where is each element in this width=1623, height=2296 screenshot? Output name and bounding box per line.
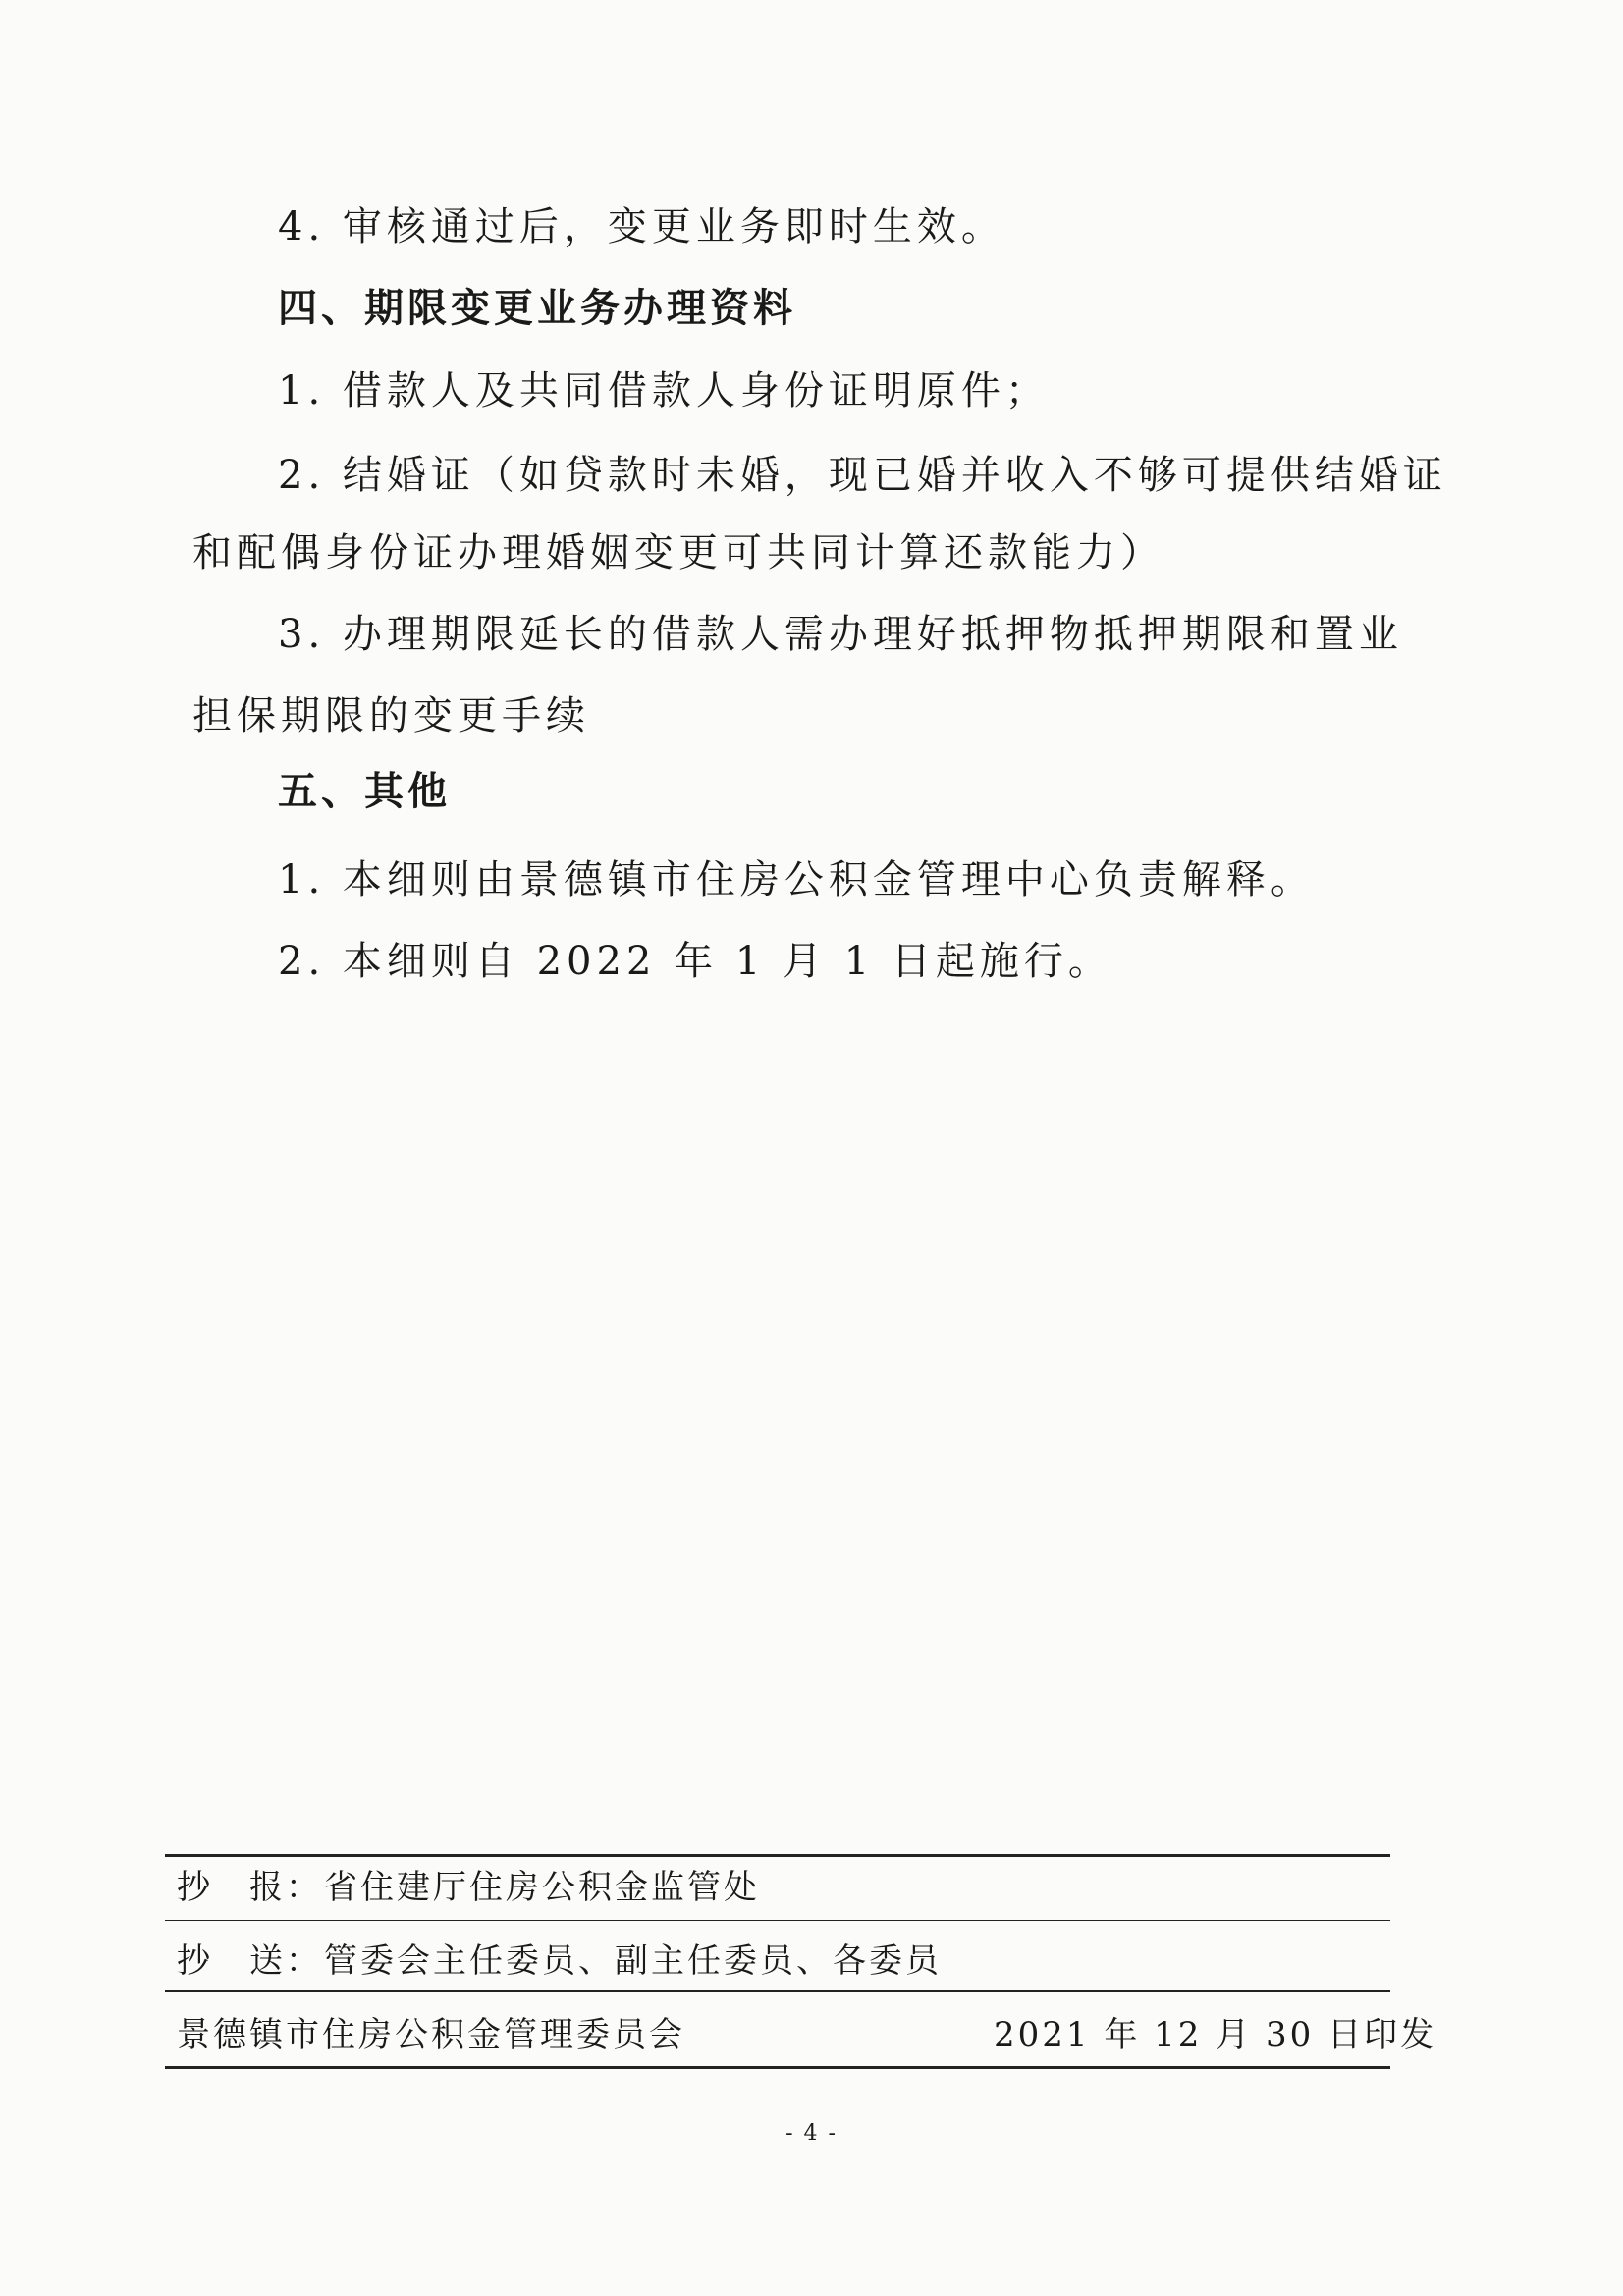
section-heading-4: 四、期限变更业务办理资料 (278, 286, 796, 331)
footer-separator-rule (165, 1990, 1390, 1992)
paragraph-item-2-line-2: 和配偶身份证办理婚姻变更可共同计算还款能力） (192, 530, 1164, 575)
paragraph-item-3-line-2: 担保期限的变更手续 (192, 693, 590, 738)
paragraph-item-4: 4. 审核通过后，变更业务即时生效。 (278, 204, 1005, 249)
page-number: - 4 - (785, 2121, 838, 2146)
cc-send-label: 抄 送： (177, 1941, 322, 1981)
footer-bottom-rule (165, 2066, 1390, 2069)
cc-send-value: 管委会主任委员、副主任委员、各委员 (324, 1941, 942, 1981)
footer-top-rule (165, 1854, 1390, 1857)
paragraph-item-2-line-1: 2. 结婚证（如贷款时未婚，现已婚并收入不够可提供结婚证 (278, 453, 1447, 498)
paragraph-item-3-line-1: 3. 办理期限延长的借款人需办理好抵押物抵押期限和置业 (278, 612, 1403, 657)
issue-date: 2021 年 12 月 30 日印发 (994, 2015, 1437, 2054)
paragraph-interpretation: 1. 本细则由景德镇市住房公积金管理中心负责解释。 (278, 857, 1315, 902)
footer-middle-rule (165, 1920, 1390, 1921)
section-heading-5: 五、其他 (278, 769, 451, 814)
issuer-name: 景德镇市住房公积金管理委员会 (177, 2015, 685, 2054)
cc-report-value: 省住建厅住房公积金监管处 (324, 1868, 760, 1907)
paragraph-effective-date: 2. 本细则自 2022 年 1 月 1 日起施行。 (278, 939, 1112, 984)
paragraph-item-1: 1. 借款人及共同借款人身份证明原件； (278, 368, 1050, 413)
cc-report-label: 抄 报： (177, 1868, 322, 1907)
